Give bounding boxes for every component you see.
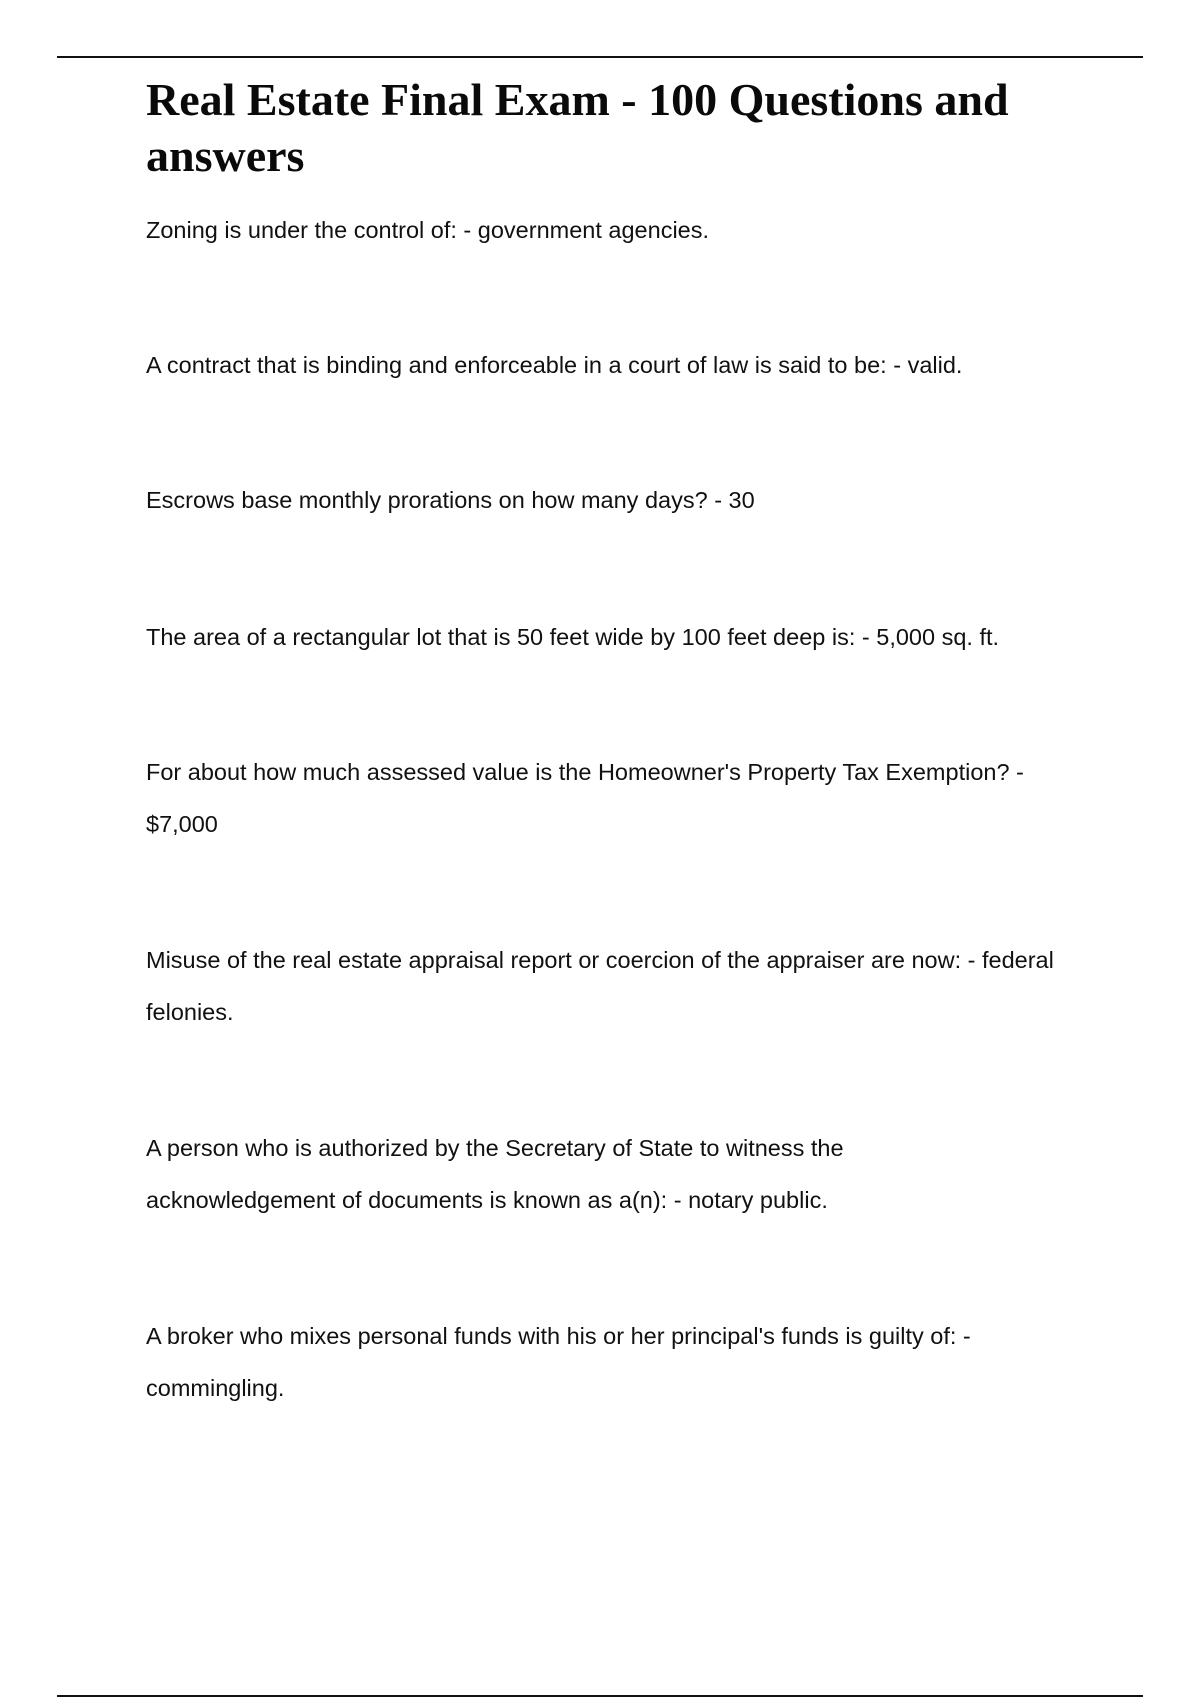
page-title: Real Estate Final Exam - 100 Questions and answers	[146, 74, 1009, 181]
top-rule	[57, 56, 1143, 58]
qa-item: A broker who mixes personal funds with his or her principal's funds is guilty of: - commingling.	[146, 1323, 971, 1401]
qa-item: The area of a rectangular lot that is 50 feet wide by 100 feet deep is: - 5,000 sq. ft.	[146, 624, 1000, 650]
bottom-rule	[57, 1695, 1143, 1697]
qa-item: A person who is authorized by the Secretary of State to witness the acknowledgement of documents is known as a(n): - notary public.	[146, 1135, 844, 1213]
qa-item: A contract that is binding and enforceable in a court of law is said to be: - valid.	[146, 352, 963, 378]
qa-item: Zoning is under the control of: - government agencies.	[146, 217, 710, 243]
qa-item: Escrows base monthly prorations on how many days? - 30	[146, 487, 755, 513]
qa-item: For about how much assessed value is the Homeowner's Property Tax Exemption? - $7,000	[146, 759, 1024, 837]
qa-item: Misuse of the real estate appraisal report or coercion of the appraiser are now: - federal felonies.	[146, 947, 1054, 1025]
